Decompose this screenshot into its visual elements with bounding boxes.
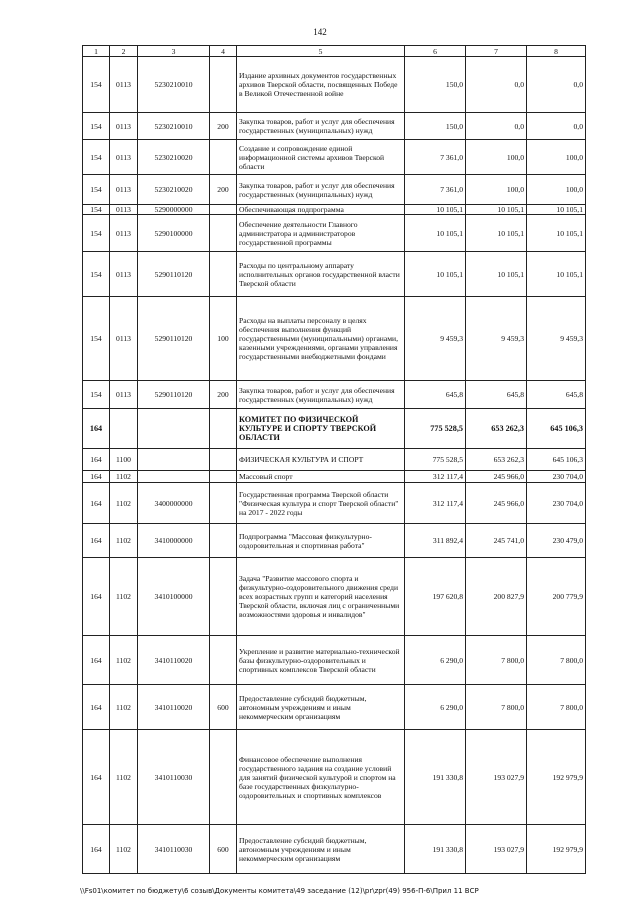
section-cell: 1102: [110, 685, 138, 730]
amount-cell: 7 800,0: [466, 636, 527, 685]
expense-type-cell: 200: [210, 113, 237, 140]
amount-cell: 193 027,9: [466, 730, 527, 825]
amount-cell: 192 979,9: [527, 730, 586, 825]
table-row: [83, 175, 586, 205]
expense-type-cell: [210, 205, 237, 215]
section-cell: 0113: [110, 297, 138, 381]
column-header-8: 8: [527, 46, 586, 57]
description-cell: Создание и сопровождение единой информационной системы архивов Тверской области: [237, 140, 405, 175]
expense-type-cell: [210, 409, 237, 449]
table-row: [83, 524, 586, 558]
code-cell: 164: [83, 636, 110, 685]
table-row: [83, 252, 586, 297]
code-cell: 154: [83, 205, 110, 215]
expense-type-cell: [210, 449, 237, 471]
code-cell: 164: [83, 825, 110, 874]
column-header-6: 6: [405, 46, 466, 57]
table-row: [83, 381, 586, 409]
description-cell: ФИЗИЧЕСКАЯ КУЛЬТУРА И СПОРТ: [237, 449, 405, 471]
target-code-cell: 3410110020: [138, 636, 210, 685]
expense-type-cell: 600: [210, 685, 237, 730]
expense-type-cell: [210, 636, 237, 685]
section-cell: 1102: [110, 558, 138, 636]
section-cell: 0113: [110, 215, 138, 252]
target-code-cell: [138, 471, 210, 483]
code-cell: 164: [83, 730, 110, 825]
section-cell: 1102: [110, 730, 138, 825]
amount-cell: 100,0: [466, 175, 527, 205]
section-cell: 1102: [110, 471, 138, 483]
amount-cell: 100,0: [527, 140, 586, 175]
header-row: [83, 46, 586, 57]
amount-cell: 10 105,1: [466, 205, 527, 215]
table-row: [83, 730, 586, 825]
table-row: [83, 297, 586, 381]
description-cell: Финансовое обеспечение выполнения государственного задания на создание условий для занятий физической культурой и спортом на базе государственных физкультурно-оздоровительных и спортивных комплексов: [237, 730, 405, 825]
target-code-cell: 5230210010: [138, 57, 210, 113]
expense-type-cell: [210, 140, 237, 175]
code-cell: 164: [83, 558, 110, 636]
amount-cell: 150,0: [405, 57, 466, 113]
column-header-4: 4: [210, 46, 237, 57]
target-code-cell: 5290000000: [138, 205, 210, 215]
amount-cell: 197 620,8: [405, 558, 466, 636]
amount-cell: 191 330,8: [405, 730, 466, 825]
table-row: [83, 140, 586, 175]
amount-cell: 10 105,1: [405, 252, 466, 297]
code-cell: 164: [83, 483, 110, 524]
amount-cell: 9 459,3: [466, 297, 527, 381]
amount-cell: 6 290,0: [405, 636, 466, 685]
expense-type-cell: [210, 483, 237, 524]
section-cell: 1102: [110, 636, 138, 685]
amount-cell: 0,0: [466, 57, 527, 113]
code-cell: 164: [83, 409, 110, 449]
table-row: [83, 636, 586, 685]
description-cell: КОМИТЕТ ПО ФИЗИЧЕСКОЙ КУЛЬТУРЕ И СПОРТУ ТВЕРСКОЙ ОБЛАСТИ: [237, 409, 405, 449]
table-row: [83, 215, 586, 252]
table-row: [83, 57, 586, 113]
expense-type-cell: [210, 57, 237, 113]
table-row: [83, 685, 586, 730]
description-cell: Массовый спорт: [237, 471, 405, 483]
section-cell: 0113: [110, 205, 138, 215]
expense-type-cell: [210, 558, 237, 636]
description-cell: Закупка товаров, работ и услуг для обеспечения государственных (муниципальных) нужд: [237, 175, 405, 205]
description-cell: Издание архивных документов государственных архивов Тверской области, посвященных Победе в Великой Отечественной войне: [237, 57, 405, 113]
target-code-cell: 3410110030: [138, 730, 210, 825]
section-cell: 1100: [110, 449, 138, 471]
amount-cell: 230 704,0: [527, 483, 586, 524]
expense-type-cell: 200: [210, 175, 237, 205]
table-row: [83, 113, 586, 140]
amount-cell: 775 528,5: [405, 449, 466, 471]
amount-cell: 312 117,4: [405, 483, 466, 524]
target-code-cell: 3400000000: [138, 483, 210, 524]
code-cell: 154: [83, 297, 110, 381]
code-cell: 154: [83, 140, 110, 175]
description-cell: Расходы на выплаты персоналу в целях обеспечения выполнения функций государственными (муниципальными) органами, казенными учреждениями, органами управления государственными внебюджетными фондами: [237, 297, 405, 381]
amount-cell: 653 262,3: [466, 449, 527, 471]
amount-cell: 7 800,0: [527, 636, 586, 685]
description-cell: Задача "Развитие массового спорта и физкультурно-оздоровительного движения среди всех возрастных групп и категорий населения Тверской области, включая лиц с ограниченными возможностями здоровья и инвалидов": [237, 558, 405, 636]
amount-cell: 245 741,0: [466, 524, 527, 558]
description-cell: Обеспечение деятельности Главного администратора и администраторов государственной программы: [237, 215, 405, 252]
target-code-cell: 3410000000: [138, 524, 210, 558]
amount-cell: 311 892,4: [405, 524, 466, 558]
description-cell: Расходы по центральному аппарату исполнительных органов государственной власти Тверской области: [237, 252, 405, 297]
expense-type-cell: [210, 252, 237, 297]
target-code-cell: 3410100000: [138, 558, 210, 636]
target-code-cell: 3410110030: [138, 825, 210, 874]
section-cell: 1102: [110, 483, 138, 524]
column-header-3: 3: [138, 46, 210, 57]
section-cell: 0113: [110, 57, 138, 113]
amount-cell: 10 105,1: [527, 252, 586, 297]
amount-cell: 193 027,9: [466, 825, 527, 874]
section-cell: 1102: [110, 524, 138, 558]
table-row: [83, 825, 586, 874]
amount-cell: 100,0: [527, 175, 586, 205]
section-cell: 0113: [110, 140, 138, 175]
amount-cell: 7 800,0: [466, 685, 527, 730]
expense-type-cell: [210, 524, 237, 558]
amount-cell: 6 290,0: [405, 685, 466, 730]
code-cell: 154: [83, 113, 110, 140]
description-cell: Государственная программа Тверской области "Физическая культура и спорт Тверской области" на 2017 - 2022 годы: [237, 483, 405, 524]
amount-cell: 7 800,0: [527, 685, 586, 730]
description-cell: Подпрограмма "Массовая физкультурно-оздоровительная и спортивная работа": [237, 524, 405, 558]
amount-cell: 0,0: [527, 57, 586, 113]
amount-cell: 245 966,0: [466, 483, 527, 524]
amount-cell: 10 105,1: [405, 215, 466, 252]
expense-type-cell: 600: [210, 825, 237, 874]
amount-cell: 645,8: [405, 381, 466, 409]
code-cell: 164: [83, 449, 110, 471]
column-header-7: 7: [466, 46, 527, 57]
amount-cell: 100,0: [466, 140, 527, 175]
amount-cell: 10 105,1: [466, 252, 527, 297]
amount-cell: 150,0: [405, 113, 466, 140]
amount-cell: 9 459,3: [527, 297, 586, 381]
description-cell: Обеспечивающая подпрограмма: [237, 205, 405, 215]
amount-cell: 10 105,1: [405, 205, 466, 215]
target-code-cell: 5290110120: [138, 381, 210, 409]
table-row: [83, 558, 586, 636]
section-cell: 0113: [110, 175, 138, 205]
target-code-cell: [138, 409, 210, 449]
description-cell: Закупка товаров, работ и услуг для обеспечения государственных (муниципальных) нужд: [237, 113, 405, 140]
table-body: [83, 57, 586, 874]
amount-cell: 7 361,0: [405, 140, 466, 175]
expense-type-cell: [210, 471, 237, 483]
amount-cell: 645 106,3: [527, 449, 586, 471]
column-header-1: 1: [83, 46, 110, 57]
expense-type-cell: [210, 215, 237, 252]
target-code-cell: 5290110120: [138, 252, 210, 297]
description-cell: Предоставление субсидий бюджетным, автономным учреждениям и иным некоммерческим организациям: [237, 685, 405, 730]
budget-table: [82, 45, 586, 874]
amount-cell: 775 528,5: [405, 409, 466, 449]
description-cell: Предоставление субсидий бюджетным, автономным учреждениям и иным некоммерческим организациям: [237, 825, 405, 874]
target-code-cell: 5230210020: [138, 175, 210, 205]
target-code-cell: 5290100000: [138, 215, 210, 252]
description-cell: Укрепление и развитие материально-технической базы физкультурно-оздоровительных и спортивных комплексов Тверской области: [237, 636, 405, 685]
code-cell: 154: [83, 381, 110, 409]
expense-type-cell: 200: [210, 381, 237, 409]
amount-cell: 645,8: [466, 381, 527, 409]
page-number: 142: [313, 27, 327, 37]
code-cell: 164: [83, 524, 110, 558]
section-cell: 0113: [110, 381, 138, 409]
amount-cell: 645 106,3: [527, 409, 586, 449]
amount-cell: 191 330,8: [405, 825, 466, 874]
amount-cell: 230 704,0: [527, 471, 586, 483]
amount-cell: 192 979,9: [527, 825, 586, 874]
amount-cell: 10 105,1: [466, 215, 527, 252]
table-row: [83, 449, 586, 471]
target-code-cell: 5230210020: [138, 140, 210, 175]
amount-cell: 0,0: [527, 113, 586, 140]
amount-cell: 7 361,0: [405, 175, 466, 205]
expense-type-cell: 100: [210, 297, 237, 381]
code-cell: 164: [83, 685, 110, 730]
amount-cell: 645,8: [527, 381, 586, 409]
code-cell: 164: [83, 471, 110, 483]
section-cell: 0113: [110, 252, 138, 297]
code-cell: 154: [83, 252, 110, 297]
target-code-cell: 5230210010: [138, 113, 210, 140]
code-cell: 154: [83, 57, 110, 113]
column-header-2: 2: [110, 46, 138, 57]
table-row: [83, 471, 586, 483]
amount-cell: 200 779,9: [527, 558, 586, 636]
table-row: [83, 409, 586, 449]
amount-cell: 0,0: [466, 113, 527, 140]
section-cell: [110, 409, 138, 449]
table-row: [83, 205, 586, 215]
amount-cell: 653 262,3: [466, 409, 527, 449]
code-cell: 154: [83, 215, 110, 252]
amount-cell: 200 827,9: [466, 558, 527, 636]
footer-file-path: \\Fs01\комитет по бюджету\6 созыв\Документы комитета\49 заседание (12)\pr\zpr(49) 956-П-6\Прил 11 ВСР: [80, 887, 479, 895]
table-row: [83, 483, 586, 524]
section-cell: 1102: [110, 825, 138, 874]
amount-cell: 230 479,0: [527, 524, 586, 558]
amount-cell: 9 459,3: [405, 297, 466, 381]
amount-cell: 10 105,1: [527, 215, 586, 252]
amount-cell: 10 105,1: [527, 205, 586, 215]
code-cell: 154: [83, 175, 110, 205]
target-code-cell: [138, 449, 210, 471]
expense-type-cell: [210, 730, 237, 825]
amount-cell: 312 117,4: [405, 471, 466, 483]
target-code-cell: 5290110120: [138, 297, 210, 381]
description-cell: Закупка товаров, работ и услуг для обеспечения государственных (муниципальных) нужд: [237, 381, 405, 409]
target-code-cell: 3410110020: [138, 685, 210, 730]
column-header-5: 5: [237, 46, 405, 57]
section-cell: 0113: [110, 113, 138, 140]
amount-cell: 245 966,0: [466, 471, 527, 483]
